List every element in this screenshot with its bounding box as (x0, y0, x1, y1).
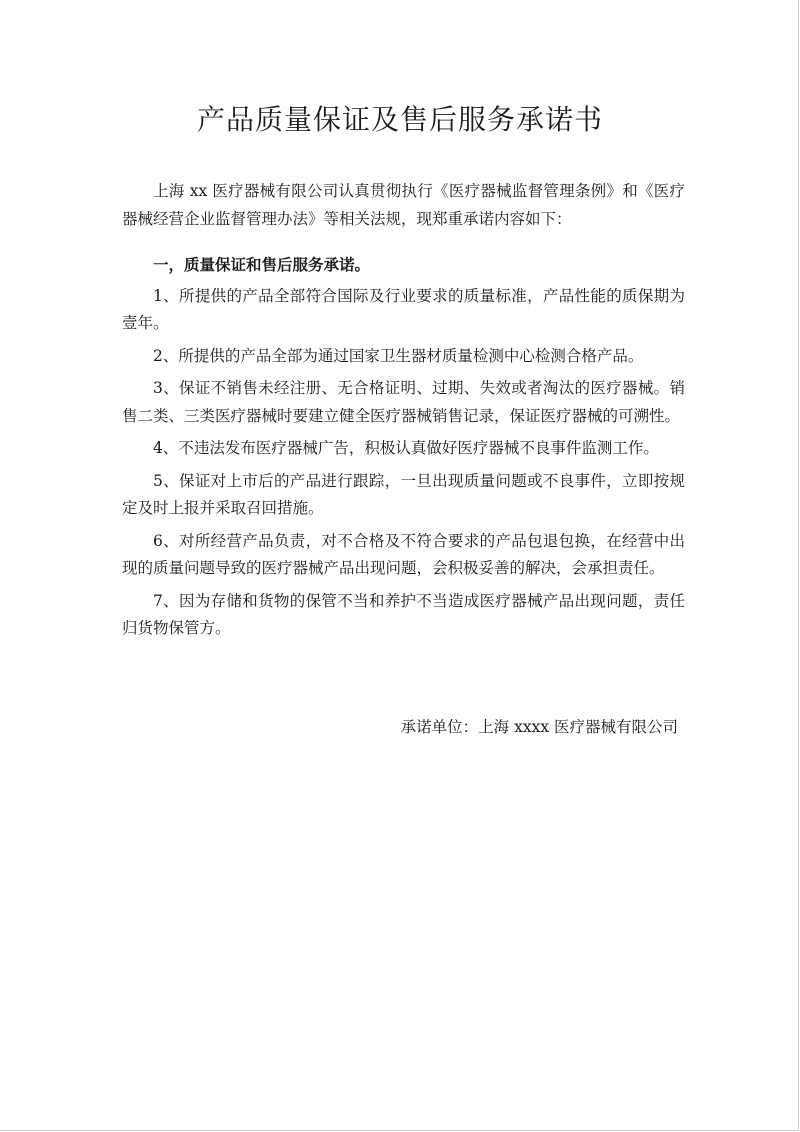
commitment-item-6: 6、对所经营产品负责，对不合格及不符合要求的产品包退包换，在经营中出现的质量问题导致的医疗器械产品出现问题，会积极妥善的解决，会承担责任。 (122, 531, 685, 577)
commitment-item-3: 3、保证不销售未经注册、无合格证明、过期、失效或者淘汰的医疗器械。销售二类、三类医疗器械时要建立健全医疗器械销售记录，保证医疗器械的可溯性。 (122, 379, 685, 425)
commitment-item-1: 1、所提供的产品全部符合国际及行业要求的质量标准，产品性能的质保期为壹年。 (122, 286, 685, 332)
section-heading: 一，质量保证和售后服务承诺。 (153, 255, 371, 274)
commitment-item-2: 2、所提供的产品全部为通过国家卫生器材质量检测中心检测合格产品。 (153, 346, 644, 365)
commitment-item-5: 5、保证对上市后的产品进行跟踪，一旦出现质量问题或不良事件，立即按规定及时上报并采取召回措施。 (122, 471, 685, 517)
document-body (122, 178, 685, 648)
document-title: 产品质量保证及售后服务承诺书 (196, 103, 603, 136)
commitment-item-4: 4、不违法发布医疗器械广告，积极认真做好医疗器械不良事件监测工作。 (153, 439, 659, 457)
signature-line: 承诺单位：上海 xxxx 医疗器械有限公司 (400, 718, 678, 736)
intro-paragraph: 上海 xx 医疗器械有限公司认真贯彻执行《医疗器械监督管理条例》和《医疗器械经营企业监督管理办法》等相关法规，现郑重承诺内容如下： (122, 182, 685, 228)
commitment-item-7: 7、因为存储和货物的保管不当和养护不当造成医疗器械产品出现问题，责任归货物保管方。 (122, 591, 685, 637)
